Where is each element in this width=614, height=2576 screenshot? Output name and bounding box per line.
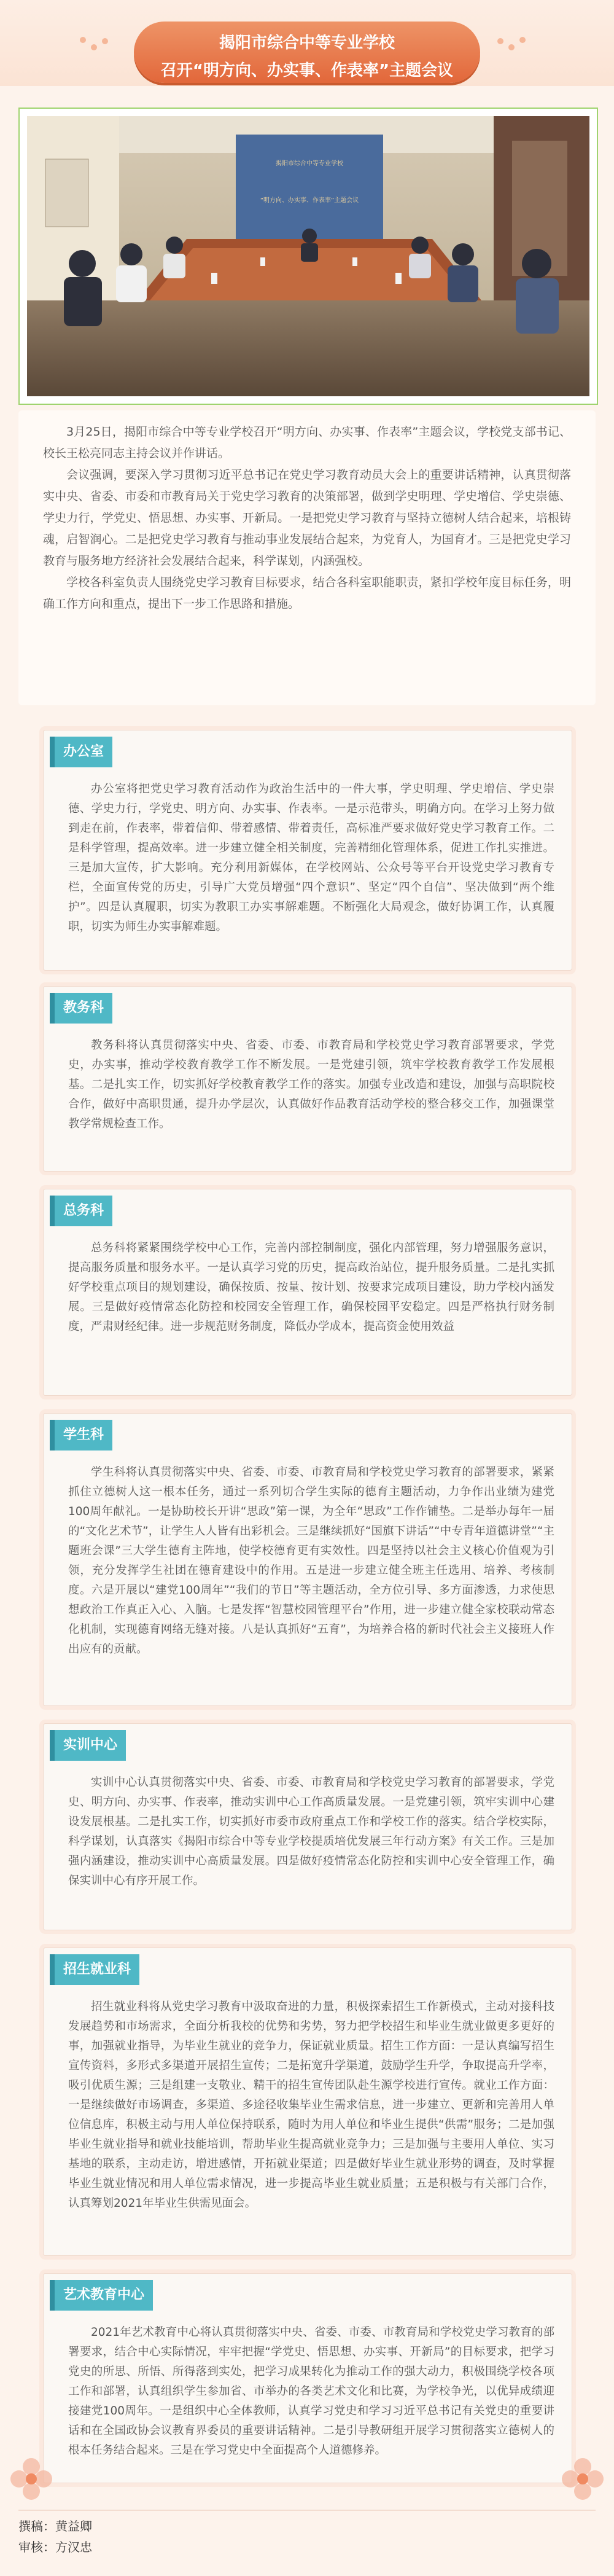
section-label: 艺术教育中心 (50, 2280, 153, 2311)
section-body: 教务科将认真贯彻落实中央、省委、市委、市教育局和学校党史学习教育部署要求，学党史，办实事，推动学校教育教学工作不断发展。一是党建引领，筑牢学校教育教学工作发展根基。二是扎实工作，切实抓好学校教育教学工作的落实。加强专业改造和建设，加强与高职院校合作，做好中高职贯通，提升办学层次，认真做好作品教育活动学校的整合移交工作，加强课堂教学常规检查工作。 (68, 1039, 554, 1130)
page-subtitle: 召开“明方向、办实事、作表率”主题会议 (160, 61, 454, 80)
screen-text: “明方向、办实事、作表率”主题会议 (260, 197, 359, 204)
page-title: 揭阳市综合中等专业学校 (219, 34, 395, 52)
section-office (43, 730, 572, 971)
flower-decoration-icon (4, 2451, 59, 2507)
screen-text: 揭阳市综合中等专业学校 (276, 160, 343, 167)
section-admissions-employment (43, 1948, 572, 2256)
section-label: 学生科 (50, 1420, 112, 1450)
section-body: 办公室将把党史学习教育活动作为政治生活中的一件大事，学史明理、学史增信、学史崇德、学史力行，学党史、明方向、办实事、作表率。一是示范带头，明确方向。在学习上努力做到走在前，作表率，带着信仰、带着感情、带着责任，高标准严要求做好党史学习教育工作。二是科学管理，提高效率。进一步建立健全相关制度，完善精细化管理体系，促进工作扎实推进。三是加大宣传，扩大影响。充分利用新媒体，在学校网站、公众号等平台开设党史学习教育专栏，全面宣传党的历史，引导广大党员增强“四个意识”、坚定“四个自信”、坚决做到“两个维护”。四是认真履职，切实为教职工办实事解难题。不断强化大局观念，做好协调工作，认真履职，切实为师生办实事解难题。 (68, 783, 554, 933)
section-label: 办公室 (50, 737, 112, 767)
section-body: 2021年艺术教育中心将认真贯彻落实中央、省委、市委、市教育局和学校党史学习教育的部署要求，结合中心实际情况，牢牢把握“学党史、悟思想、办实事、开新局”的目标要求，把学习党史的所思、所悟、所得落到实处，把学习成果转化为推动工作的强大动力，积极围绕学校各项工作和部署，认真组织学生参加省、市举办的各类艺术文化和比赛，为学校争光，以优异成绩迎接建党100周年。一是组织中心全体教师，认真学习党史和学习习近平总书记有关党史的重要讲话和在全国政协会议教育界委员的重要讲话精神。二是引导教研组开展学习贯彻落实立德树人的根本任务结合起来。三是在学习党史中全面提高个人道德修养。 (68, 2326, 554, 2457)
section-academic-affairs (43, 986, 572, 1172)
section-body: 招生就业科将从党史学习教育中汲取奋进的力量，积极探索招生工作新模式，主动对接科技发展趋势和市场需求，全面分析我校的优势和劣势，努力把学校招生和毕业生就业做更多更好的事，加强就业指导，为毕业生就业的竞争力，保证就业质量。招生工作方面：一是认真编写招生宣传资料，多形式多渠道开展招生宣传；二是拓宽升学渠道，鼓励学生升学，争取提高升学率，吸引优质生源；三是组建一支敬业、精干的招生宣传团队赴生源学校进行宣传。就业工作方面：一是继续做好市场调查，多渠道、多途径收集毕业生需求信息，进一步建立、更新和完善用人单位信息库，积极主动与用人单位保持联系，随时为用人单位和毕业生提供“供需”服务；二是加强毕业生就业指导和就业技能培训，帮助毕业生提高就业竞争力；三是加强与主要用人单位、实习基地的联系，主动走访，增进感情，开拓就业渠道；四是做好毕业生就业形势的调查，及时掌握毕业生就业情况和用人单位需求情况，进一步提高毕业生就业质量；五是积极与有关部门合作，认真筹划2021年毕业生供需见面会。 (68, 2000, 554, 2210)
section-label: 招生就业科 (50, 1954, 139, 1985)
photo-frame (18, 108, 598, 405)
section-body: 学生科将认真贯彻落实中央、省委、市委、市教育局和学校党史学习教育的部署要求，紧紧抓住立德树人这一根本任务，通过一系列切合学生实际的德育主题活动，力争作出业绩为建党100周年献礼。一是协助校长开讲“思政”第一课，为全年“思政”工作作铺垫。二是举办每年一届的“文化艺术节”，让学生人人皆有出彩机会。三是继续抓好“国旗下讲话”“中专青年道德讲堂”“主题班会课”三大学生德育主阵地，使学校德育更有实效性。四是坚持以社会主义核心价值观为引领，充分发挥学生社团在德育建设中的作用。五是进一步建立健全班主任选用、培养、考核制度。六是开展以“建党100周年”“我们的节日”等主题活动，全方位引导、多方面渗透，力求使思想政治工作真正入心、入脑。七是发挥“智慧校园管理平台”作用，进一步建立健全家校联动常态化机制，实现德育网络无缝对接。八是认真抓好“五育”，为培养合格的新时代社会主义接班人作出应有的贡献。 (68, 1466, 554, 1656)
decorative-dots (497, 37, 534, 61)
section-label: 教务科 (50, 993, 112, 1024)
meeting-photo (27, 116, 589, 396)
article-credits (18, 2516, 92, 2558)
intro-paragraph: 会议强调，要深入学习贯彻习近平总书记在党史学习教育动员大会上的重要讲话精神，认真贯彻落实中央、省委、市委和市教育局关于党史学习教育的决策部署，做到学史明理、学史增信、学史崇德、学史力行，学党史、悟思想、办实事、开新局。一是把党史学习教育与坚持立德树人结合起来，培根铸魂，启智润心。二是把党史学习教育与推动事业发展结合起来，为党育人，为国育才。三是把党史学习教育与服务地方经济社会发展结合起来，科学谋划，内涵强校。 (43, 468, 571, 568)
section-general-affairs (43, 1189, 572, 1396)
divider (18, 2510, 596, 2511)
reviewer-credit: 审核：方汉忠 (18, 2540, 92, 2554)
author-credit: 撰稿：黄益卿 (18, 2519, 92, 2534)
intro-paragraph: 学校各科室负责人围绕党史学习教育目标要求，结合各科室职能职责，紧扣学校年度目标任务，明确工作方向和重点，提出下一步工作思路和措施。 (43, 576, 571, 611)
intro-text (18, 410, 596, 705)
title-banner (134, 22, 480, 83)
section-art-education-center (43, 2273, 572, 2483)
decorative-dots (80, 37, 117, 61)
section-student-affairs (43, 1413, 572, 1706)
section-body: 总务科将紧紧围绕学校中心工作，完善内部控制制度，强化内部管理，努力增强服务意识，提高服务质量和服务水平。一是认真学习党的历史，提高政治站位，提升服务质量。二是扎实抓好学校重点项目的规划建设，确保按质、按量、按计划、按要求完成项目建设，助力学校内涵发展。三是做好疫情常态化防控和校园安全管理工作，确保校园平安稳定。四是严格执行财务制度，严肃财经纪律。进一步规范财务制度，降低办学成本，提高资金使用效益 (68, 1242, 554, 1333)
section-label: 实训中心 (50, 1730, 126, 1761)
section-label: 总务科 (50, 1196, 112, 1226)
header-banner (0, 0, 614, 86)
section-body: 实训中心认真贯彻落实中央、省委、市委、市教育局和学校党史学习教育的部署要求，学党史、明方向、办实事、作表率，推动实训中心工作高质量发展。一是党建引领，筑牢实训中心建设发展根基。二是扎实工作，切实抓好市委市政府重点工作和学校工作的落实。结合学校实际，科学谋划，认真落实《揭阳市综合中等专业学校提质培优发展三年行动方案》有关工作。三是加强内涵建设，推动实训中心高质量发展。四是做好疫情常态化防控和实训中心安全管理工作，确保实训中心有序开展工作。 (68, 1776, 554, 1887)
intro-paragraph: 3月25日，揭阳市综合中等专业学校召开“明方向、办实事、作表率”主题会议，学校党支部书记、校长王松亮同志主持会议并作讲话。 (43, 425, 571, 460)
section-training-center (43, 1723, 572, 1930)
flower-decoration-icon (555, 2451, 610, 2507)
